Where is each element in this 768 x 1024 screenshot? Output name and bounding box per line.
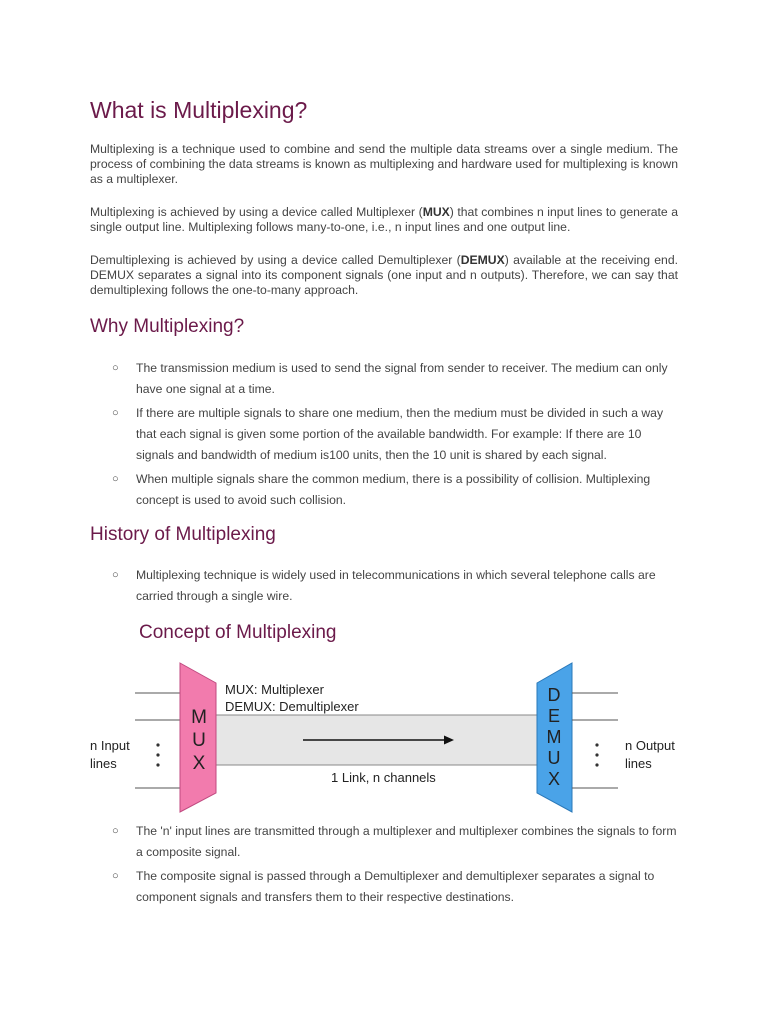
- output-dot: [595, 763, 598, 766]
- concept-item-1: [112, 821, 678, 863]
- demux-letter: E: [547, 706, 561, 726]
- input-dot: [156, 763, 159, 766]
- intro-p3-after: ) available at the receiving end. DEMUX separates a signal into its component signals (one input and n outputs). Therefore, we can say that demultiplexing follows the one-to-many approach.: [90, 253, 678, 297]
- concept-item-text: The 'n' input lines are transmitted through a multiplexer and multiplexer combines the signals to form a composite signal.: [136, 824, 677, 859]
- bullet-circle-icon: ○: [112, 407, 119, 419]
- history-heading: History of Multiplexing: [90, 524, 276, 545]
- multiplexing-diagram: [88, 660, 688, 820]
- intro-p2-before: Multiplexing is achieved by using a device called Multiplexer (: [90, 205, 423, 219]
- intro-p2-after: ) that combines n input lines to generate a single output line. Multiplexing follows many-to-one, i.e., n input lines and one output line.: [90, 205, 679, 234]
- bullet-circle-icon: ○: [112, 569, 119, 581]
- output-label-2: lines: [625, 756, 652, 771]
- output-label-1: n Output: [625, 738, 675, 753]
- intro-paragraph-3: [90, 253, 678, 298]
- why-heading: Why Multiplexing?: [90, 316, 245, 337]
- why-item-3: [112, 469, 678, 511]
- concept-list: [112, 821, 678, 911]
- history-item-1: [112, 565, 678, 607]
- history-list: [112, 565, 678, 610]
- input-label-2: lines: [90, 756, 117, 771]
- why-list: [112, 358, 678, 514]
- intro-p3-before: Demultiplexing is achieved by using a device called Demultiplexer (: [90, 253, 461, 267]
- mux-letter: U: [192, 730, 206, 751]
- mux-letter: M: [191, 707, 207, 728]
- bullet-circle-icon: ○: [112, 870, 119, 882]
- input-label-1: n Input: [90, 738, 130, 753]
- bullet-circle-icon: ○: [112, 362, 119, 374]
- main-heading: What is Multiplexing?: [90, 97, 308, 123]
- output-dot: [595, 743, 598, 746]
- legend-mux: MUX: Multiplexer: [225, 682, 324, 697]
- bullet-circle-icon: ○: [112, 473, 119, 485]
- demux-letter: U: [547, 748, 561, 768]
- legend-demux: DEMUX: Demultiplexer: [225, 699, 359, 714]
- concept-item-text: The composite signal is passed through a Demultiplexer and demultiplexer separates a signal to component signals and transfers them to their respective destinations.: [136, 869, 655, 904]
- input-dot: [156, 743, 159, 746]
- concept-heading: Concept of Multiplexing: [139, 622, 337, 643]
- intro-p2-bold: MUX: [422, 205, 450, 219]
- mux-letter: X: [192, 753, 206, 774]
- intro-paragraph-2: [90, 205, 678, 235]
- bullet-circle-icon: ○: [112, 825, 119, 837]
- input-dot: [156, 753, 159, 756]
- concept-item-2: [112, 866, 678, 908]
- demux-letter: X: [547, 769, 561, 789]
- intro-p3-bold: DEMUX: [460, 253, 505, 267]
- why-item-text: The transmission medium is used to send the signal from sender to receiver. The medium can only have one signal at a time.: [136, 361, 668, 396]
- link-label: 1 Link, n channels: [331, 770, 436, 785]
- why-item-text: If there are multiple signals to share one medium, then the medium must be divided in such a way that each signal is given some portion of the available bandwidth. For example: If there are 10 signals and bandwidth of medium is100 units, then the 10 unit is shared by each signal.: [136, 406, 664, 462]
- demux-letter: M: [546, 727, 562, 747]
- why-item-text: When multiple signals share the common medium, there is a possibility of collision. Multiplexing concept is used to avoid such collision.: [136, 472, 651, 507]
- intro-paragraph-1: Multiplexing is a technique used to combine and send the multiple data streams over a single medium. The process of combining the data streams is known as multiplexing and hardware used for multiplexing is known as a multiplexer.: [90, 142, 679, 186]
- why-item-1: [112, 358, 678, 400]
- demux-letter: D: [547, 685, 561, 705]
- why-item-2: [112, 403, 678, 466]
- history-item-text: Multiplexing technique is widely used in telecommunications in which several telephone calls are carried through a single wire.: [136, 568, 656, 603]
- output-dot: [595, 753, 598, 756]
